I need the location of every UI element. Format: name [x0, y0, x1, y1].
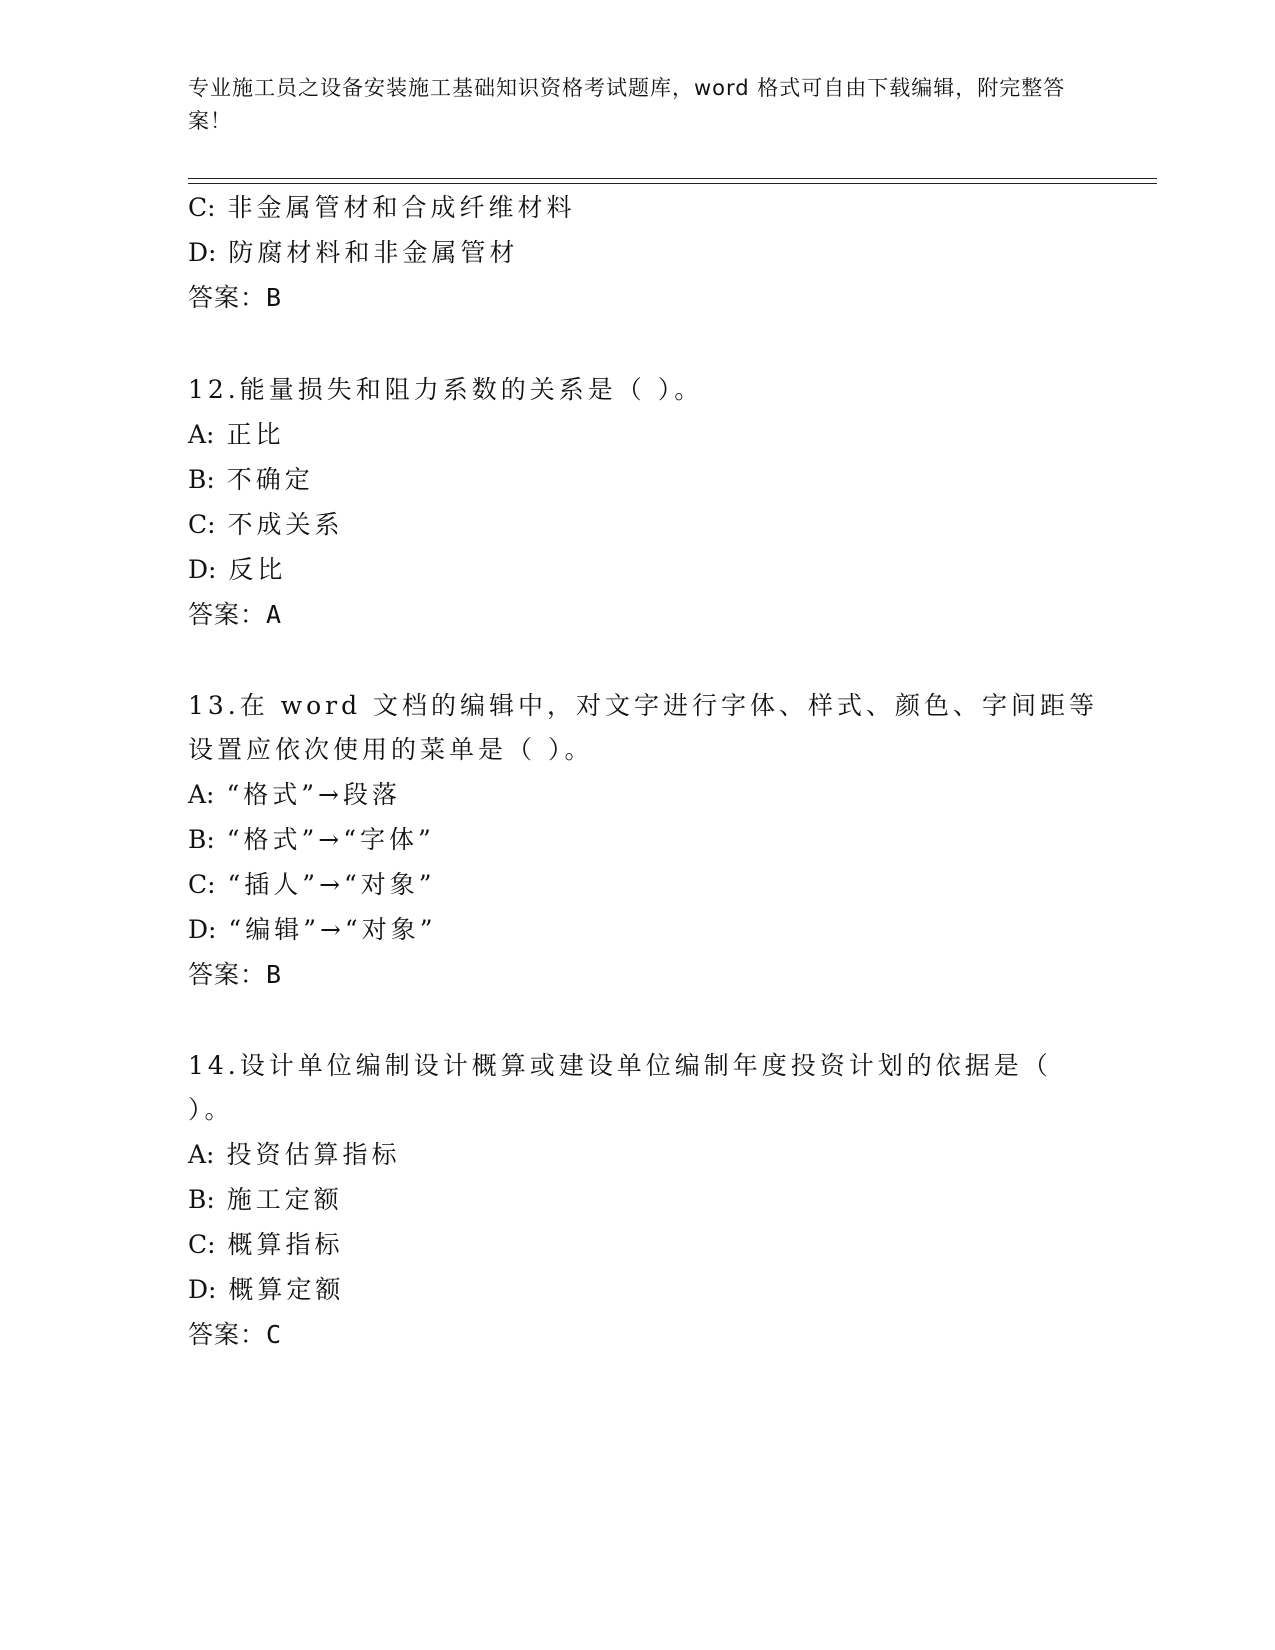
option-b: B: 施工定额 — [188, 1185, 343, 1214]
option-c: C: 不成关系 — [188, 510, 344, 539]
option-d: D: 概算定额 — [188, 1275, 345, 1304]
option-b: B: “格式”→“字体” — [188, 825, 435, 854]
answer-line: 答案：B — [188, 283, 282, 312]
question-stem-continued: 设置应依次使用的菜单是（ ）。 — [188, 735, 594, 764]
question-stem: 12.能量损失和阻力系数的关系是（ ）。 — [188, 375, 704, 404]
option-a: A: 投资估算指标 — [188, 1140, 401, 1169]
option-a: A: 正比 — [188, 420, 285, 449]
question-stem: 13.在 word 文档的编辑中，对文字进行字体、样式、颜色、字间距等 — [188, 691, 1099, 720]
option-d: D: 防腐材料和非金属管材 — [188, 238, 519, 267]
answer-line: 答案：A — [188, 600, 282, 629]
question-stem-continued: ）。 — [188, 1095, 234, 1124]
answer-line: 答案：B — [188, 960, 282, 989]
question-stem: 14.设计单位编制设计概算或建设单位编制年度投资计划的依据是（ — [188, 1051, 1052, 1080]
option-a: A: “格式”→段落 — [188, 780, 401, 809]
option-c: C: 概算指标 — [188, 1230, 344, 1259]
header-rule-bottom — [188, 183, 1157, 184]
option-d: D: 反比 — [188, 555, 287, 584]
document-header: 专业施工员之设备安装施工基础知识资格考试题库，word 格式可自由下载编辑，附完整答案！ — [188, 76, 1066, 133]
option-d: D: “编辑”→“对象” — [188, 915, 437, 944]
answer-line: 答案：C — [188, 1320, 282, 1349]
header-rule-top — [188, 178, 1157, 179]
option-b: B: 不确定 — [188, 465, 314, 494]
option-c: C: 非金属管材和合成纤维材料 — [188, 193, 576, 222]
option-c: C: “插人”→“对象” — [188, 870, 436, 899]
